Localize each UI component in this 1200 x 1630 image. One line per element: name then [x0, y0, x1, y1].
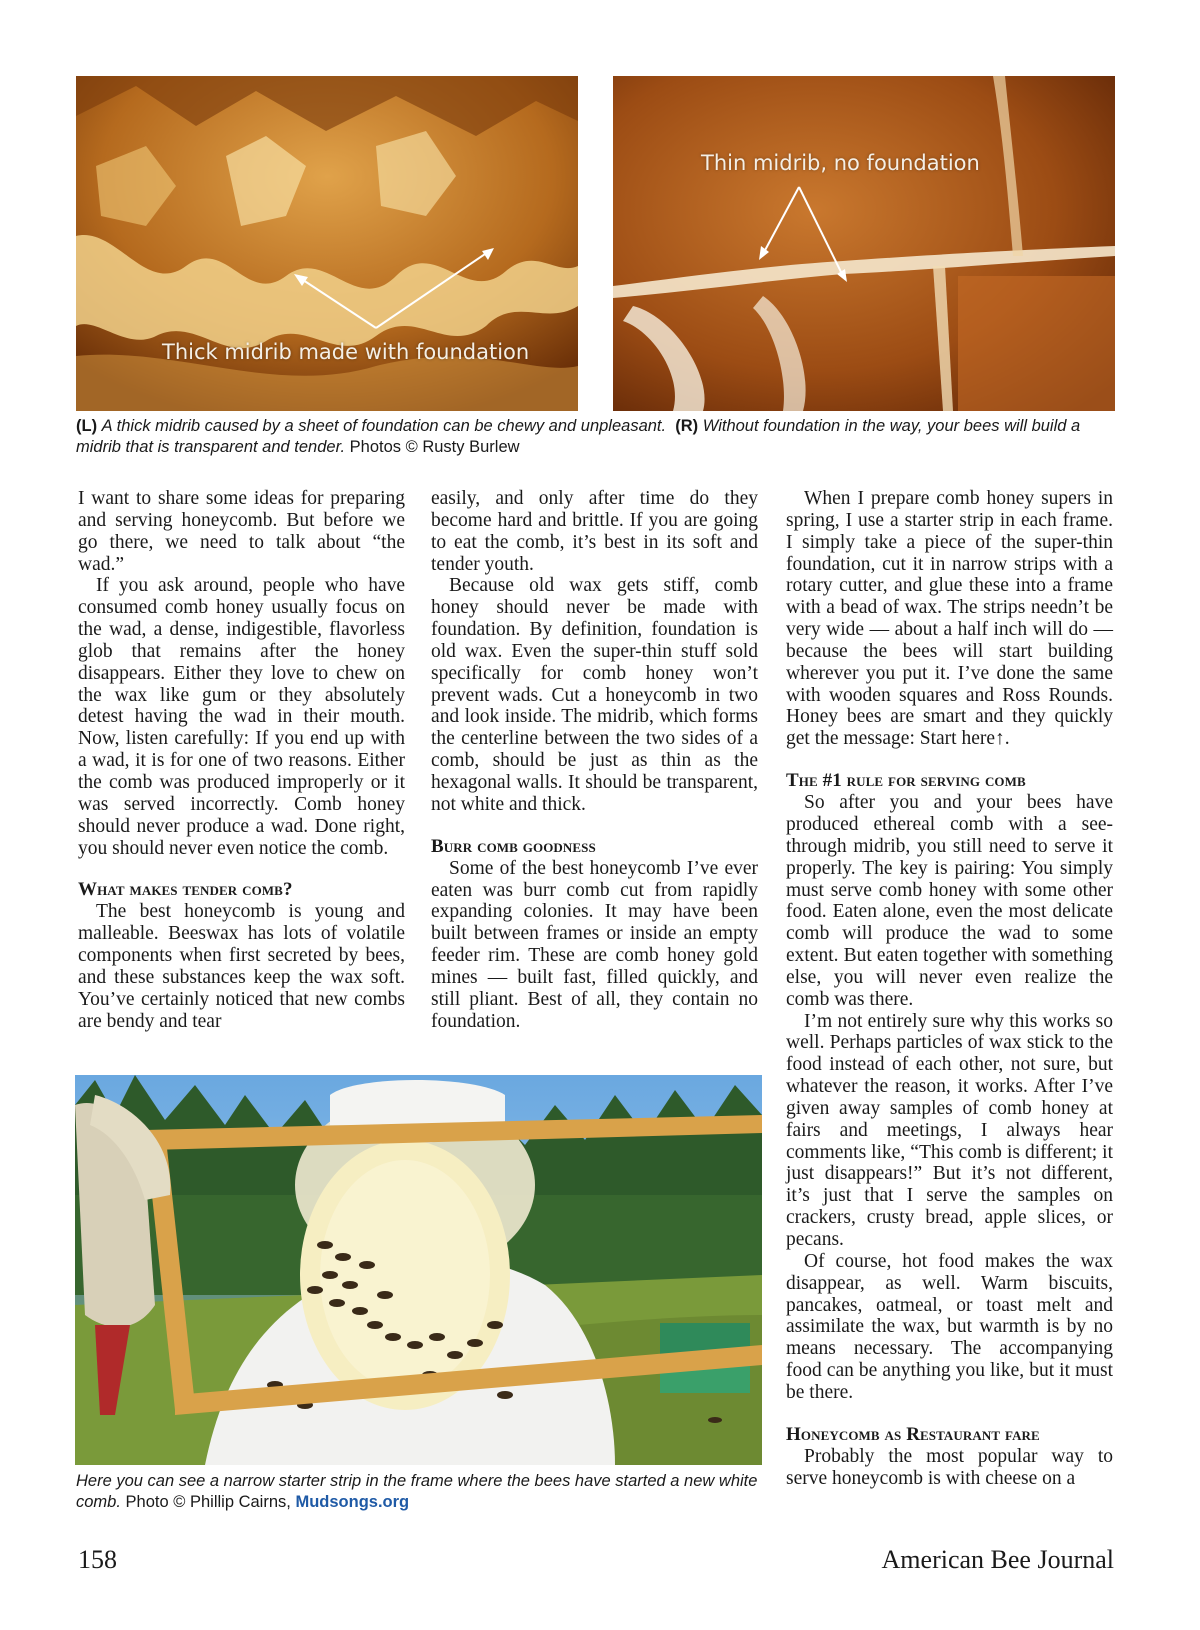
photo-thin-midrib [613, 76, 1115, 411]
article-column-3 [786, 488, 1113, 1489]
article-paragraph: Some of the best honeycomb I’ve ever eaten was burr comb cut from rapidly expanding colonies. It may have been built between frames or inside an empty feeder rim. These are comb honey gold mines — built fast, filled quickly, and still pliant. Best of all, they contain no foundation. [431, 857, 758, 1032]
article-paragraph: Of course, hot food makes the wax disappear, as well. Warm biscuits, pancakes, oatmeal, or toast melt and assimilate the wax, but warmth is by no means necessary. The accompanying food can be anything you like, but it must be there. [786, 1250, 1113, 1403]
article-paragraph: I want to share some ideas for preparing and serving honeycomb. But before we go there, we need to talk about “the wad.” [78, 488, 405, 575]
section-heading: What makes tender comb? [78, 879, 293, 901]
article-paragraph: So after you and your bees have produced ethereal comb with a see-through midrib, you still need to serve it properly. The key is pairing: You simply must serve comb honey with some other food. Eaten alone, even the most delicate comb will produce the wad to some extent. But eaten together with something else, you will never even realize the comb was there. [786, 792, 1113, 1010]
overlay-label-thick: Thick midrib made with foundation [162, 340, 530, 364]
overlay-label-thin: Thin midrib, no foundation [701, 151, 980, 175]
article-paragraph: Probably the most popular way to serve honeycomb is with cheese on a [786, 1445, 1113, 1489]
article-paragraph: The best honeycomb is young and malleable. Beeswax has lots of volatile components when first secreted by bees, and these substances keep the wax soft. You’ve certainly noticed that new combs are bendy and tear [78, 901, 405, 1032]
photo-thick-midrib [76, 76, 578, 411]
caption-bottom-credit: Photo © Phillip Cairns, [125, 1493, 291, 1511]
caption-bottom-text: Here you can see a narrow starter strip in the frame where the bees have started a new white comb. [76, 1472, 758, 1511]
article-paragraph: easily, and only after time do they become hard and brittle. If you are going to eat the comb, it’s best in its soft and tender youth. [431, 488, 758, 575]
journal-name: American Bee Journal [881, 1545, 1114, 1574]
section-heading: Burr comb goodness [431, 835, 596, 857]
article-column-2 [431, 488, 758, 1032]
article-column-1 [78, 488, 405, 1032]
section-heading: Honeycomb as Restaurant fare [786, 1423, 1040, 1445]
caption-right-text: Without foundation in the way, your bees will build a midrib that is transparent and tender. [76, 417, 1081, 456]
caption-right-tag: (R) [675, 417, 699, 435]
article-paragraph: I’m not entirely sure why this works so well. Perhaps particles of wax stick to the food instead of each other, not sure, but whatever the reason, it works. After I’ve given away samples of comb honey at fairs and meetings, I always hear comments like, “This comb is different; it just disappears!” But it’s not different, it’s just that I serve the samples on crackers, crusty bread, apple slices, or pecans. [786, 1010, 1113, 1250]
top-photos-caption [76, 416, 1116, 458]
mudsongs-link[interactable]: Mudsongs.org [295, 1493, 410, 1511]
caption-top-credit: Photos © Rusty Burlew [349, 438, 520, 456]
bottom-photo-caption [76, 1471, 766, 1513]
beekeeper-frame-image [75, 1075, 762, 1465]
section-heading: The #1 rule for serving comb [786, 770, 1026, 792]
photo-beekeeper-frame [75, 1075, 762, 1465]
caption-left-text: A thick midrib caused by a sheet of foundation can be chewy and unpleasant. [101, 417, 667, 435]
article-paragraph: Because old wax gets stiff, comb honey should never be made with foundation. By definition, foundation is old wax. Even the super-thin stuff sold specifically for comb honey won’t prevent wads. Cut a honeycomb in two and look inside. The midrib, which forms the centerline between the two sides of a comb, should be just as thin as the hexagonal walls. It should be transparent, not white and thick. [431, 575, 758, 815]
page-number: 158 [78, 1545, 117, 1574]
article-paragraph: When I prepare comb honey supers in spring, I use a starter strip in each frame. I simply take a piece of the super-thin foundation, cut it in narrow strips with a rotary cutter, and glue these into a frame with a bead of wax. The strips needn’t be very wide — about a half inch will do — because the bees will start building wherever you put it. I’ve done the same with wooden squares and Ross Rounds. Honey bees are smart and they quickly get the message: Start here↑. [786, 488, 1113, 750]
article-paragraph: If you ask around, people who have consumed comb honey usually focus on the wad, a dense, indigestible, flavorless glob that remains after the honey disappears. Either they love to chew on the wax like gum or they absolutely detest having the wad in their mouth. Now, listen carefully: If you end up with a wad, it is for one of two reasons. Either the comb was produced improperly or it was served incorrectly. Comb honey should never produce a wad. Done right, you should never even notice the comb. [78, 575, 405, 859]
caption-left-tag: (L) [76, 417, 98, 435]
honeycomb-thin-image [613, 76, 1115, 411]
